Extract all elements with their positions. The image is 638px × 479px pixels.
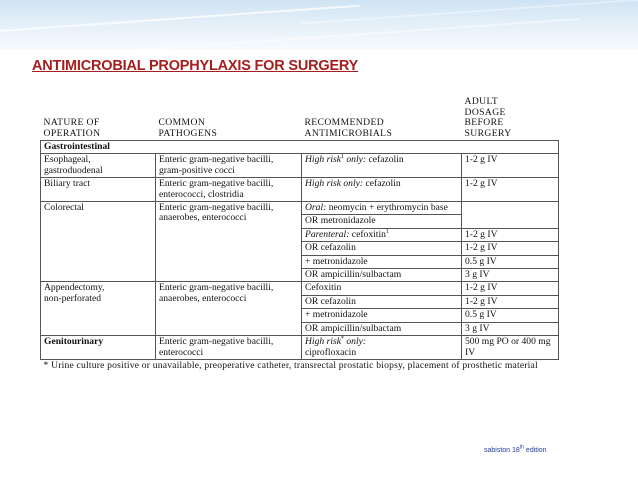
dose-cell: 500 mg PO or 400 mg IV — [462, 336, 559, 360]
recommended-cell: OR cefazolin — [302, 242, 462, 255]
dose-cell: 1-2 g IV — [462, 154, 559, 178]
header-nature: NATURE OF OPERATION — [41, 92, 156, 141]
recommended-cell: OR metronidazole — [302, 215, 462, 228]
dose-cell: 1-2 g IV — [462, 228, 559, 241]
nature-cell: Esophageal, gastroduodenal — [41, 154, 156, 178]
pathogens-cell: Enteric gram-negative bacilli, anaerobes, enterococci — [156, 202, 302, 282]
dose-cell: 3 g IV — [462, 269, 559, 282]
recommended-cell: High risk* only: ciprofloxacin — [302, 336, 462, 360]
dose-cell-empty — [462, 202, 559, 229]
recommended-cell: Cefoxitin — [302, 282, 462, 295]
slide-title: ANTIMICROBIAL PROPHYLAXIS FOR SURGERY — [32, 58, 359, 74]
dose-cell: 0.5 g IV — [462, 309, 559, 322]
recommended-cell: Oral: neomycin + erythromycin base — [302, 202, 462, 215]
recommended-cell: + metronidazole — [302, 255, 462, 268]
dose-cell: 1-2 g IV — [462, 178, 559, 202]
pathogens-cell: Enteric gram-negative bacilli, enterococci — [156, 336, 302, 360]
pathogens-cell: Enteric gram-negative bacilli, gram-positive cocci — [156, 154, 302, 178]
dose-cell: 1-2 g IV — [462, 282, 559, 295]
recommended-cell: High risk$^1$ only: cefazolin — [302, 154, 462, 178]
dose-cell: 1-2 g IV — [462, 295, 559, 308]
recommended-cell: + metronidazole — [302, 309, 462, 322]
source-credit: sabiston 18th edition — [484, 444, 547, 454]
footnote: * Urine culture positive or unavailable, preoperative catheter, transrectal prostatic biopsy, placement of prosthetic material — [41, 359, 559, 372]
nature-cell: Genitourinary — [41, 336, 156, 360]
footnote-row — [41, 359, 559, 372]
table-row — [41, 178, 559, 202]
pathogens-cell: Enteric gram-negative bacilli, anaerobes, enterococci — [156, 282, 302, 336]
section-gastrointestinal: Gastrointestinal — [41, 141, 559, 154]
header-recommended: RECOMMENDED ANTIMICROBIALS — [302, 92, 462, 141]
header-band — [0, 0, 638, 50]
nature-cell: Colorectal — [41, 202, 156, 282]
recommended-cell: Parenteral: cefoxitin$^1$ — [302, 228, 462, 241]
header-dosage: ADULT DOSAGE BEFORE SURGERY — [462, 92, 559, 141]
nature-cell: Biliary tract — [41, 178, 156, 202]
recommended-cell: OR ampicillin/sulbactam — [302, 322, 462, 335]
table-row — [41, 282, 559, 295]
table-row — [41, 154, 559, 178]
pathogens-cell: Enteric gram-negative bacilli, enterococci, clostridia — [156, 178, 302, 202]
header-row — [41, 92, 559, 141]
table-row — [41, 336, 559, 360]
prophylaxis-table — [40, 92, 559, 372]
recommended-cell: High risk only: cefazolin — [302, 178, 462, 202]
dose-cell: 1-2 g IV — [462, 242, 559, 255]
dose-cell: 3 g IV — [462, 322, 559, 335]
header-pathogens: COMMON PATHOGENS — [156, 92, 302, 141]
recommended-cell: OR cefazolin — [302, 295, 462, 308]
section-row — [41, 141, 559, 154]
table-row — [41, 202, 559, 215]
nature-cell: Appendectomy, non-perforated — [41, 282, 156, 336]
recommended-cell: OR ampicillin/sulbactam — [302, 269, 462, 282]
dose-cell: 0.5 g IV — [462, 255, 559, 268]
